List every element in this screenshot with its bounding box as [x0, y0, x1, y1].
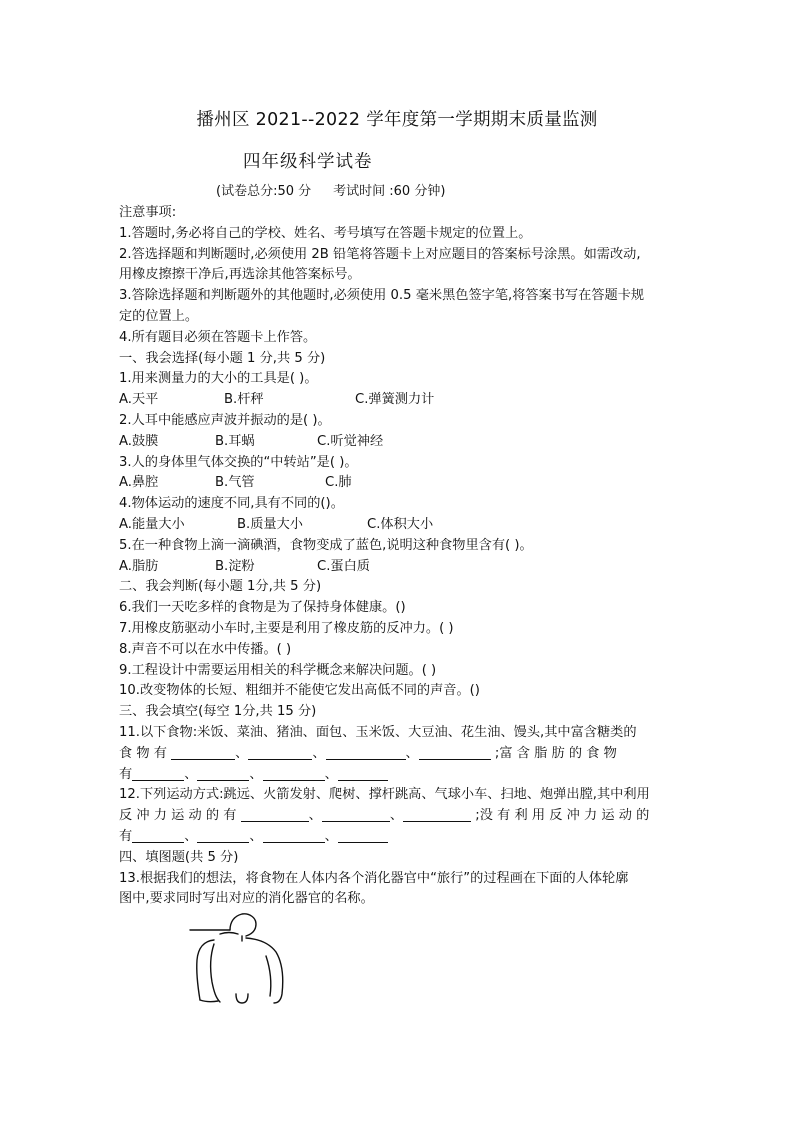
question-12-line-1: 12.下列运动方式:跳远、火箭发射、爬树、撑杆跳高、气球小车、扫地、炮弹出膛,其中利用 [119, 787, 650, 803]
option-b: B.杆秤 [224, 392, 264, 408]
exam-info [216, 180, 467, 199]
question-10: 10.改变物体的长短、粗细并不能使它发出高低不同的声音。() [119, 683, 480, 699]
question-3-options [119, 473, 675, 494]
question-1: 1.用来测量力的大小的工具是( )。 [119, 371, 318, 387]
answer-blank[interactable] [403, 807, 471, 822]
question-9: 9.工程设计中需要运用相关的科学概念来解决问题。( ) [119, 662, 437, 678]
question-3: 3.人的身体里气体交换的“中转站”是( )。 [119, 454, 358, 470]
q12-no-recoil-prefix: ;没 有 利 用 反 冲 力 运 动 的 [475, 808, 650, 824]
option-c: C.体积大小 [367, 516, 434, 532]
section-2-heading: 二、我会判断(每小题 1分,共 5 分) [119, 579, 322, 595]
option-b: B.质量大小 [237, 516, 303, 532]
exam-title: 播州区 2021--2022 学年度第一学期期末质量监测 [196, 110, 598, 130]
option-c: C.蛋白质 [317, 558, 370, 574]
notes-heading: 注意事项: [119, 205, 177, 220]
answer-blank[interactable] [132, 828, 184, 843]
option-b: B.淀粉 [215, 558, 255, 574]
answer-blank[interactable] [419, 745, 491, 760]
answer-blank[interactable] [338, 766, 388, 781]
section-1-heading: 一、我会选择(每小题 1 分,共 5 分) [119, 350, 326, 366]
section-3-heading: 三、我会填空(每空 1分,共 15 分) [119, 704, 317, 720]
answer-blank[interactable] [248, 745, 312, 760]
note-4: 4.所有题目必须在答题卡上作答。 [119, 329, 317, 345]
question-13-line-2: 图中,要求同时写出对应的消化器官的名称。 [119, 891, 374, 907]
question-7: 7.用橡皮筋驱动小车时,主要是利用了橡皮筋的反冲力。( ) [119, 620, 454, 636]
note-1: 1.答题时,务必将自己的学校、姓名、考号填写在答题卡规定的位置上。 [119, 225, 532, 241]
question-5-options [119, 557, 675, 578]
question-13-line-1: 13.根据我们的想法，将食物在人体内各个消化器官中“旅行”的过程画在下面的人体轮廓 [119, 870, 629, 886]
answer-blank[interactable] [322, 807, 390, 822]
question-11-line-3: 有 、 、 、 [119, 765, 675, 786]
q11-prefix: 食 物 有 [119, 745, 167, 761]
answer-blank[interactable] [197, 766, 249, 781]
exam-subtitle: 四年级科学试卷 [243, 152, 373, 172]
question-2-options [119, 432, 675, 453]
exam-time-text: 考试时间 :60 分钟) [333, 184, 446, 199]
question-2: 2.人耳中能感应声波并振动的是( )。 [119, 412, 331, 428]
answer-blank[interactable] [326, 745, 406, 760]
question-11-line-1: 11.以下食物:米饭、菜油、猪油、面包、玉米饭、大豆油、花生油、馒头,其中富含糖类的 [119, 724, 637, 740]
answer-blank[interactable] [338, 828, 388, 843]
option-a: A.脂肪 [119, 558, 159, 574]
question-4-options [119, 515, 675, 536]
option-a: A.鼻腔 [119, 475, 159, 491]
answer-blank[interactable] [263, 828, 325, 843]
question-1-options [119, 390, 675, 411]
answer-blank[interactable] [171, 745, 235, 760]
question-11-line-2: 食 物 有 、 、 、 ;富 含 脂 肪 的 食 物 [119, 745, 617, 761]
question-6: 6.我们一天吃多样的食物是为了保持身体健康。() [119, 600, 406, 616]
note-2-line-1: 2.答选择题和判断题时,必须使用 2B 铅笔将答题卡上对应题目的答案标号涂黑。如需改动, [119, 246, 641, 262]
section-4-heading: 四、填图题(共 5 分) [119, 849, 239, 865]
option-c: C.听觉神经 [317, 433, 384, 449]
option-b: B.气管 [215, 475, 255, 491]
q11-fat-prefix: ;富 含 脂 肪 的 食 物 [494, 745, 617, 761]
question-8: 8.声音不可以在水中传播。( ) [119, 641, 292, 657]
total-score-text: (试卷总分:50 分 [216, 184, 312, 199]
option-a: A.鼓膜 [119, 433, 159, 449]
answer-blank[interactable] [263, 766, 325, 781]
q12-prefix: 反 冲 力 运 动 的 有 [119, 808, 237, 824]
exam-body [119, 203, 675, 910]
answer-blank[interactable] [241, 807, 309, 822]
option-c: C.肺 [325, 475, 352, 491]
answer-blank[interactable] [197, 828, 249, 843]
question-5: 5.在一种食物上滴一滴碘酒，食物变成了蓝色,说明这种食物里含有( )。 [119, 537, 533, 553]
option-a: A.天平 [119, 392, 159, 408]
note-2-line-2: 用橡皮擦擦干净后,再选涂其他答案标号。 [119, 267, 361, 283]
question-4: 4.物体运动的速度不同,具有不同的()。 [119, 496, 344, 512]
option-b: B.耳蜗 [215, 433, 255, 449]
note-3-line-1: 3.答除选择题和判断题外的其他题时,必须使用 0.5 毫米黑色签字笔,将答案书写在答题卡规 [119, 288, 645, 304]
option-a: A.能量大小 [119, 516, 185, 532]
answer-blank[interactable] [132, 766, 184, 781]
question-12-line-2: 反 冲 力 运 动 的 有 、 、 ;没 有 利 用 反 冲 力 运 动 的 [119, 808, 650, 824]
human-body-outline-figure [186, 908, 296, 1008]
note-3-line-2: 定的位置上。 [119, 308, 199, 324]
option-c: C.弹簧测力计 [355, 392, 435, 408]
question-12-line-3: 有 、 、 、 [119, 827, 675, 848]
